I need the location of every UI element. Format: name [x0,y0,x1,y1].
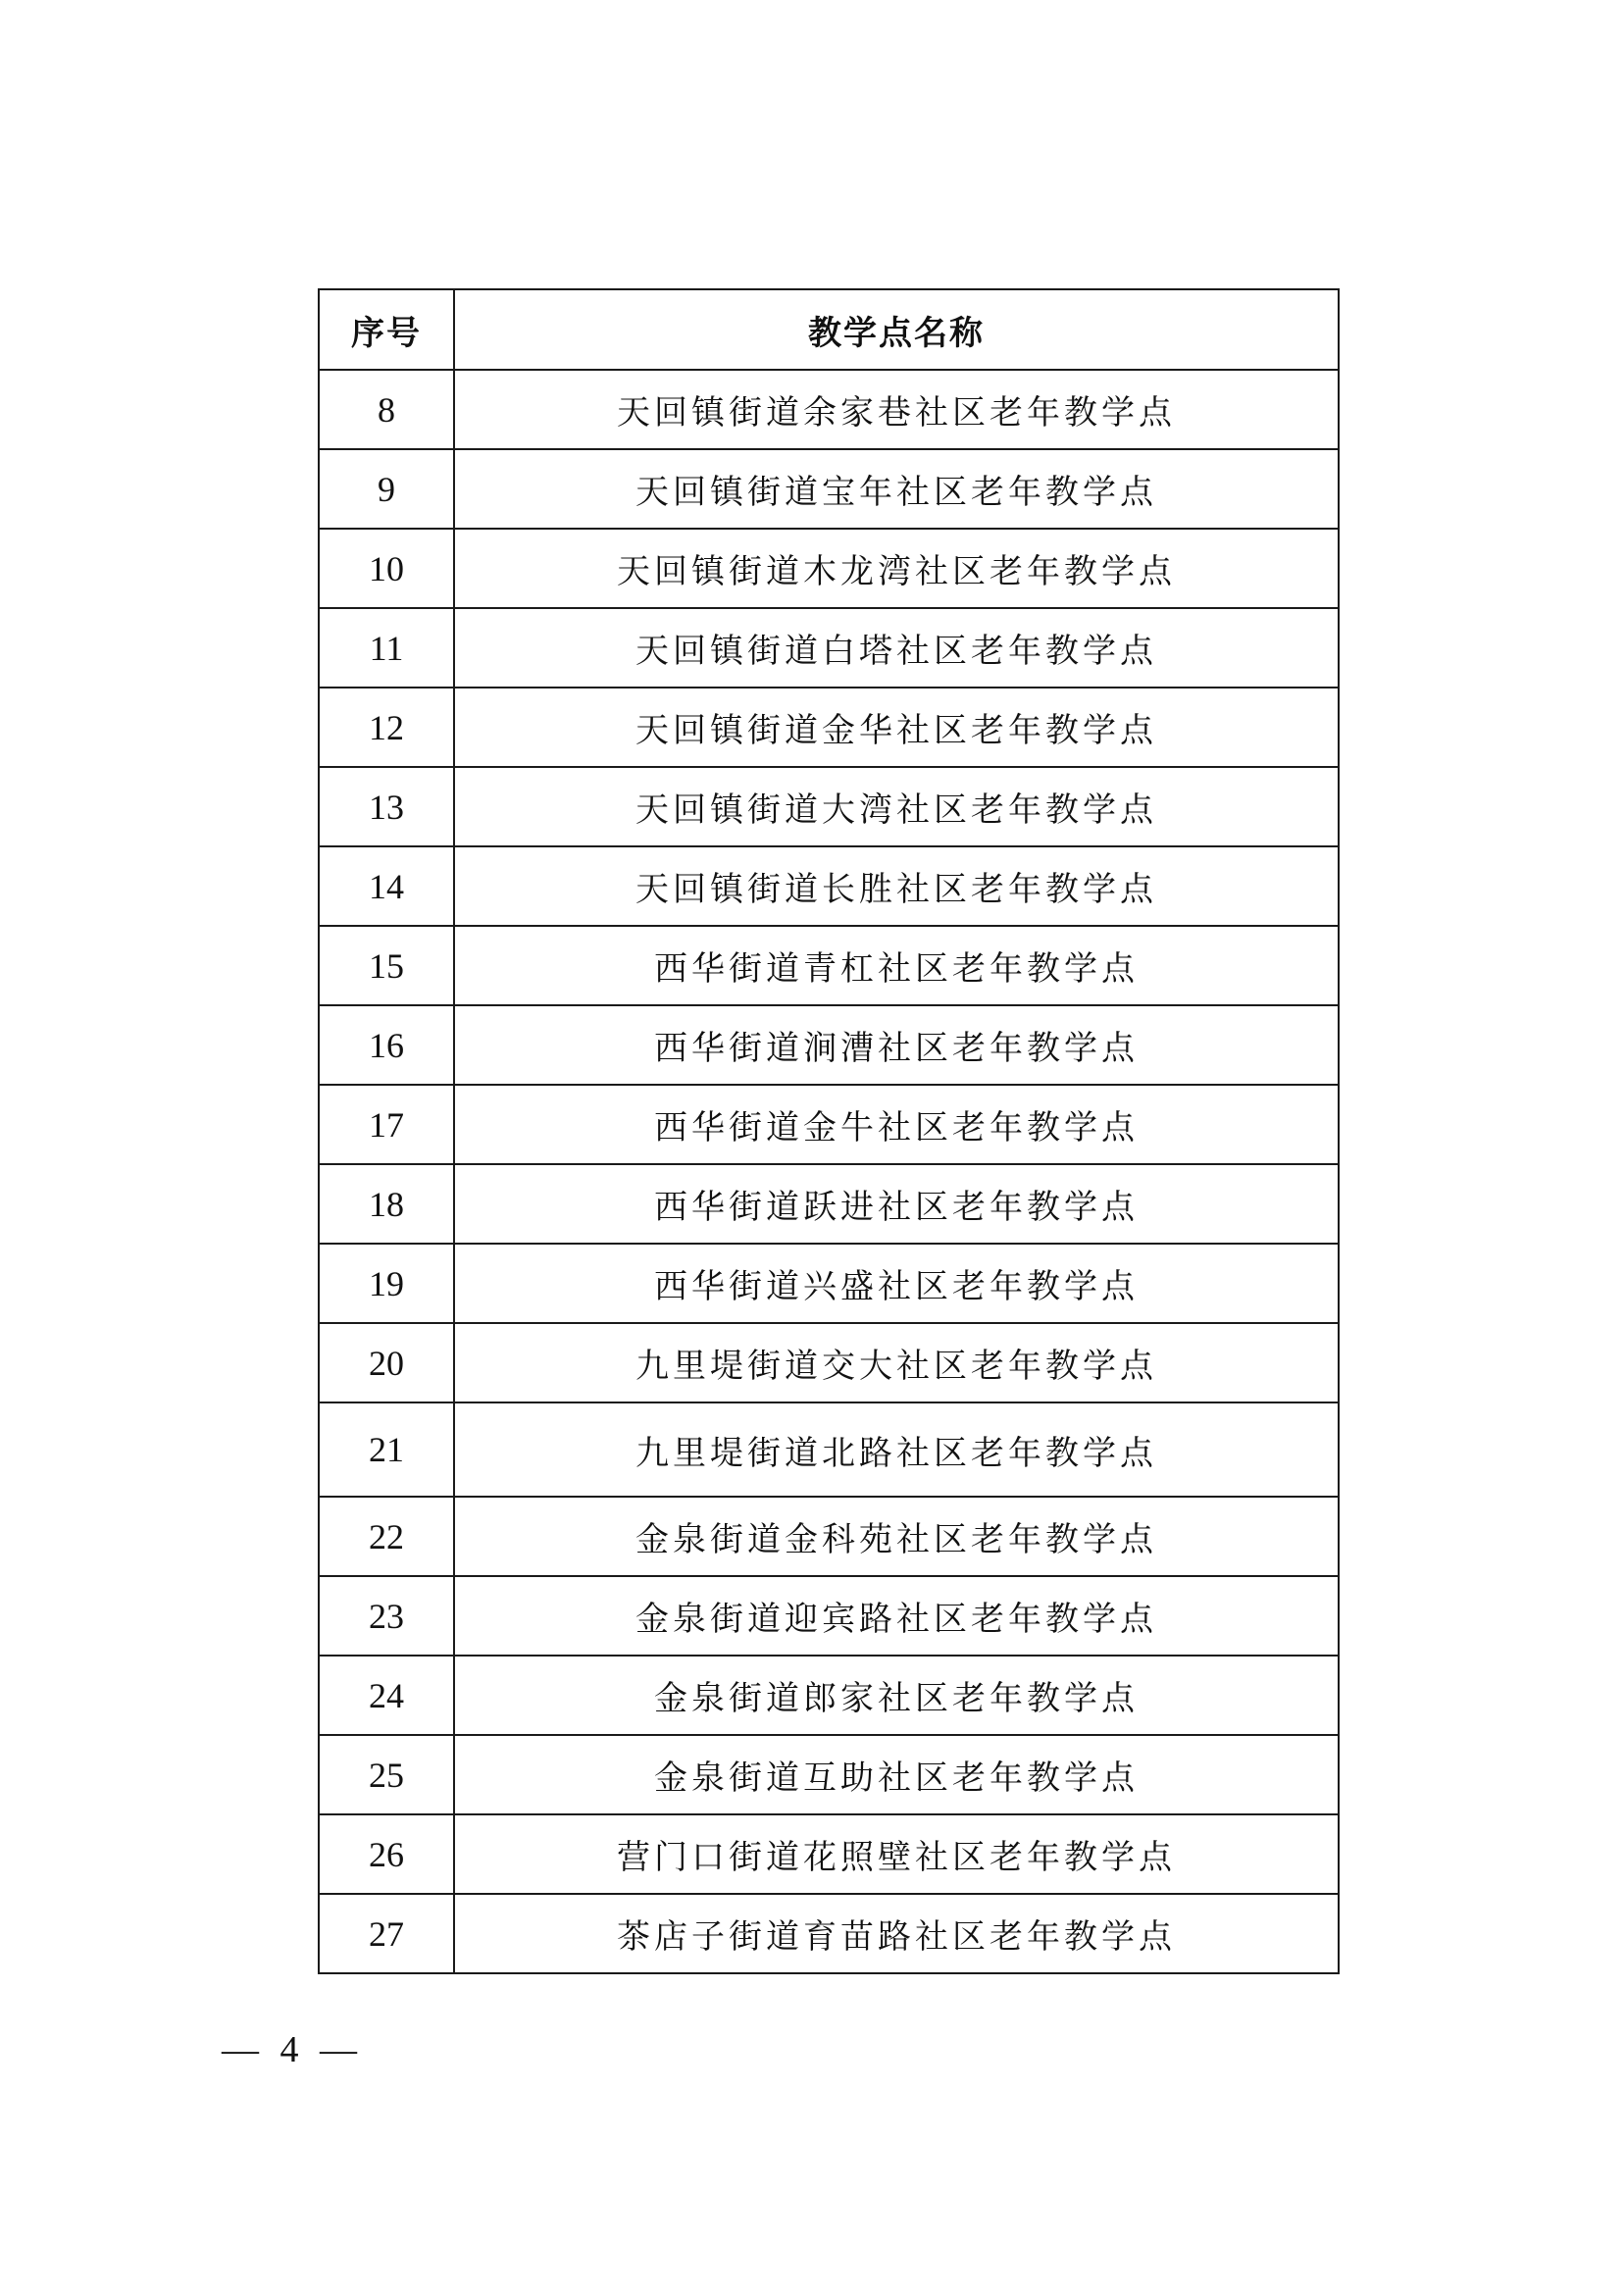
table-row [319,370,1339,449]
row-name: 天回镇街道长胜社区老年教学点 [454,846,1339,926]
table-header-row [319,289,1339,370]
row-name: 金泉街道迎宾路社区老年教学点 [454,1576,1339,1656]
row-name: 茶店子街道育苗路社区老年教学点 [454,1894,1339,1973]
row-number: 21 [319,1402,454,1497]
row-number: 18 [319,1164,454,1244]
row-number: 15 [319,926,454,1005]
table-row [319,1085,1339,1164]
row-name: 天回镇街道宝年社区老年教学点 [454,449,1339,529]
table-row [319,529,1339,608]
row-number: 27 [319,1894,454,1973]
row-number: 22 [319,1497,454,1576]
row-name: 天回镇街道余家巷社区老年教学点 [454,370,1339,449]
row-name: 西华街道青杠社区老年教学点 [454,926,1339,1005]
row-number: 17 [319,1085,454,1164]
row-number: 9 [319,449,454,529]
row-name: 九里堤街道北路社区老年教学点 [454,1402,1339,1497]
row-number: 12 [319,688,454,767]
header-name: 教学点名称 [454,289,1339,370]
teaching-points-table [318,288,1340,1974]
row-name: 九里堤街道交大社区老年教学点 [454,1323,1339,1402]
table-row [319,1656,1339,1735]
row-name: 金泉街道互助社区老年教学点 [454,1735,1339,1814]
row-name: 天回镇街道大湾社区老年教学点 [454,767,1339,846]
row-number: 11 [319,608,454,688]
row-name: 西华街道跃进社区老年教学点 [454,1164,1339,1244]
table-row [319,926,1339,1005]
table-row [319,1576,1339,1656]
table-row [319,1814,1339,1894]
header-number: 序号 [319,289,454,370]
row-name: 天回镇街道金华社区老年教学点 [454,688,1339,767]
row-number: 16 [319,1005,454,1085]
table-row [319,1497,1339,1576]
row-name: 营门口街道花照壁社区老年教学点 [454,1814,1339,1894]
table-row [319,1323,1339,1402]
row-number: 8 [319,370,454,449]
row-number: 25 [319,1735,454,1814]
table-row [319,846,1339,926]
row-number: 19 [319,1244,454,1323]
row-name: 金泉街道郎家社区老年教学点 [454,1656,1339,1735]
table-row [319,688,1339,767]
table-row [319,1402,1339,1497]
row-name: 天回镇街道白塔社区老年教学点 [454,608,1339,688]
row-number: 23 [319,1576,454,1656]
table-row [319,1164,1339,1244]
table-row [319,449,1339,529]
row-name: 西华街道涧漕社区老年教学点 [454,1005,1339,1085]
row-number: 10 [319,529,454,608]
table-row [319,1005,1339,1085]
row-number: 26 [319,1814,454,1894]
table-row [319,1244,1339,1323]
row-name: 金泉街道金科苑社区老年教学点 [454,1497,1339,1576]
row-name: 西华街道金牛社区老年教学点 [454,1085,1339,1164]
row-number: 14 [319,846,454,926]
row-number: 20 [319,1323,454,1402]
teaching-points-table-container [318,288,1338,1974]
row-number: 24 [319,1656,454,1735]
table-row [319,1735,1339,1814]
row-name: 西华街道兴盛社区老年教学点 [454,1244,1339,1323]
table-row [319,608,1339,688]
row-number: 13 [319,767,454,846]
table-row [319,1894,1339,1973]
table-row [319,767,1339,846]
row-name: 天回镇街道木龙湾社区老年教学点 [454,529,1339,608]
page-number: — 4 — [222,2029,363,2070]
